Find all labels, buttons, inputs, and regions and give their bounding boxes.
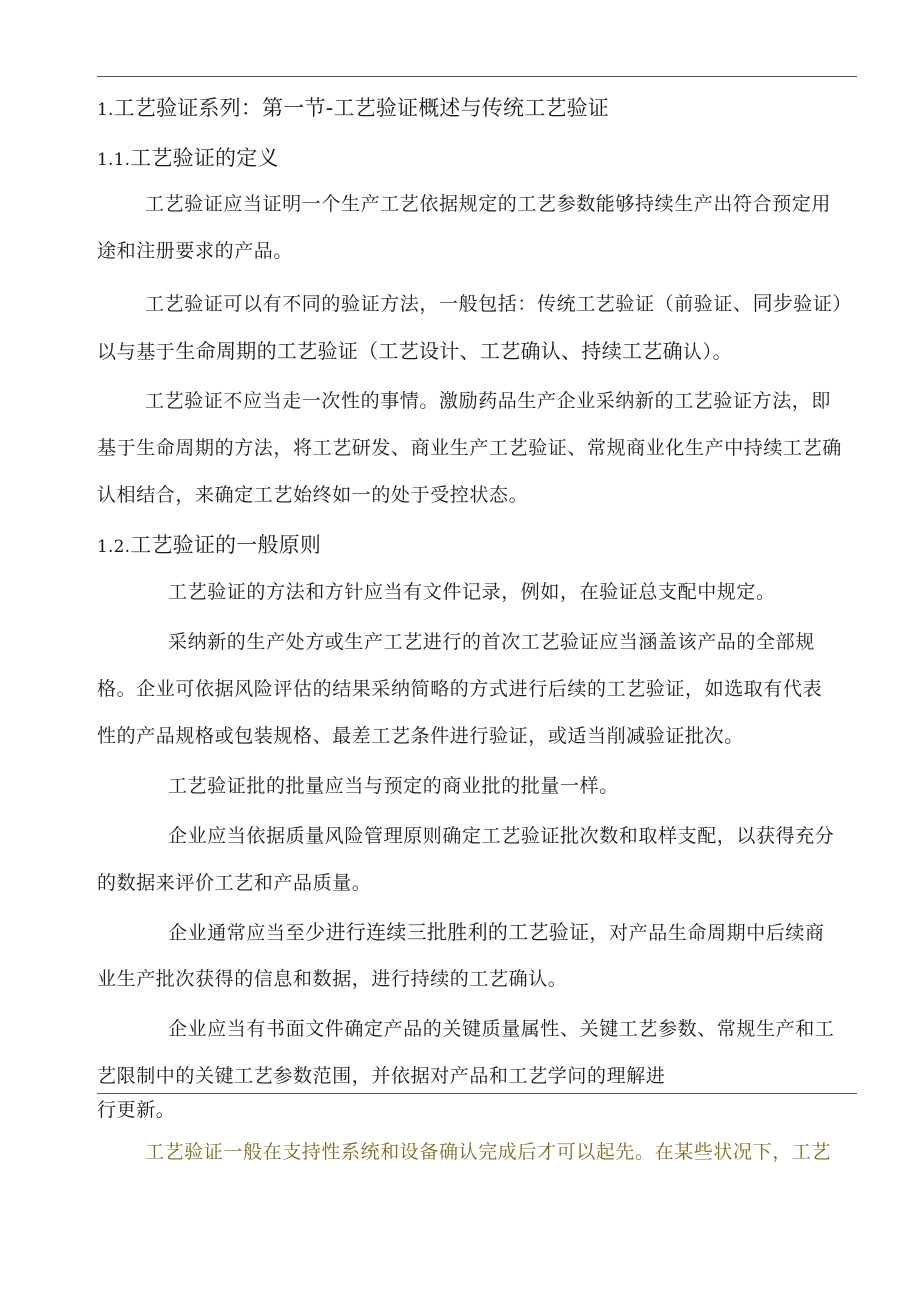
paragraph-line: 行更新。 — [97, 1099, 176, 1121]
section-1-1-number: 1.1. — [97, 150, 131, 170]
page-break-rule — [97, 1093, 857, 1094]
paragraph-line: 工艺验证应当证明一个生产工艺依据规定的工艺参数能够持续生产出符合预定用 — [145, 193, 832, 215]
paragraph-line: 工艺验证批的批量应当与预定的商业批的批量一样。 — [168, 775, 619, 797]
emphasis-text: 少进行连续三批胜利的工艺验证 — [305, 920, 590, 944]
section-1-2-number: 1.2. — [97, 537, 131, 557]
paragraph-line: 业生产批次获得的信息和数据，进行持续的工艺确认。 — [97, 968, 568, 990]
paragraph-text: 以与基于 — [97, 341, 176, 363]
paragraph-line: 格。企业可依据风险评估的结果采纳简略的方式进行后续的工艺验证，如选取有代表 — [97, 678, 823, 700]
paragraph-text: ，对产品生命周期中后续商 — [589, 922, 825, 944]
section-1-1-heading — [97, 145, 279, 173]
paragraph-text: 工艺验证可以有不同的验证方法，一般包括：传统工艺验证（前验证、 — [145, 293, 753, 315]
paragraph-text: 企业通常应当至 — [168, 922, 306, 944]
emphasis-text: 同步 — [752, 291, 794, 315]
main-heading-number: 1. — [97, 100, 114, 120]
emphasis-text: 生命周期的工艺验证（工艺设计、工艺确认、持续工艺确 — [175, 339, 683, 363]
section-1-1-title: 工艺验证的定义 — [130, 146, 279, 170]
paragraph-line — [145, 290, 852, 317]
paragraph-text: 认）。 — [682, 341, 733, 363]
paragraph-line: 采纳新的生产处方或生产工艺进行的首次工艺验证应当涵盖该产品的全部规 — [168, 631, 815, 653]
paragraph-line: 工艺验证不应当走一次性的事情。激励药品生产企业采纳新的工艺验证方法，即 — [145, 390, 832, 412]
section-1-2-heading — [97, 532, 321, 560]
section-1-2-title: 工艺验证的一般原则 — [130, 533, 322, 557]
main-heading-title: 工艺验证系列：第一节-工艺验证概述与传统工艺验证 — [113, 96, 610, 120]
paragraph-line: 性的产品规格或包装规格、最差工艺条件进行验证，或适当削减验证批次。 — [97, 725, 744, 747]
main-heading — [97, 95, 609, 123]
paragraph-line: 的数据来评价工艺和产品质量。 — [97, 872, 372, 894]
paragraph-line: 认相结合，来确定工艺始终如一的处于受控状态。 — [97, 484, 529, 506]
paragraph-text: 验证） — [793, 293, 853, 315]
paragraph-line: 工艺验证的方法和方针应当有文件记录，例如，在验证总支配中规定。 — [168, 581, 776, 603]
paragraph-line: 艺限制中的关键工艺参数范围，并依据对产品和工艺学问的理解进 — [97, 1065, 666, 1087]
paragraph-line: 企业应当依据质量风险管理原则确定工艺验证批次数和取样支配，以获得充分 — [168, 825, 835, 847]
paragraph-line: 工艺验证一般在支持性系统和设备确认完成后才可以起先。在某些状况下，工艺 — [145, 1141, 832, 1163]
paragraph-line — [168, 919, 825, 946]
top-rule — [97, 76, 857, 77]
paragraph-line: 基于生命周期的方法，将工艺研发、商业生产工艺验证、常规商业化生产中持续工艺确 — [97, 437, 842, 459]
paragraph-line: 企业应当有书面文件确定产品的关键质量属性、关键工艺参数、常规生产和工 — [168, 1018, 835, 1040]
paragraph-line: 途和注册要求的产品。 — [97, 240, 294, 262]
paragraph-line — [97, 338, 732, 365]
